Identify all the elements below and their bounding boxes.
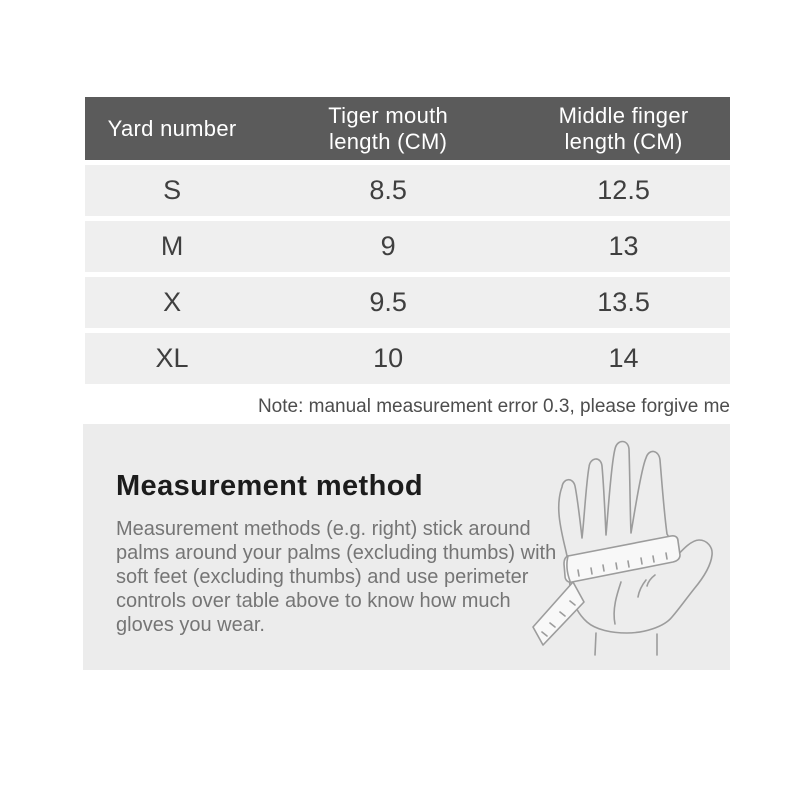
table-row-x: [85, 277, 730, 328]
middle-finger-value: 12.5: [597, 175, 650, 205]
middle-finger-value: 13: [608, 231, 639, 261]
table-row-m: [85, 221, 730, 272]
header-middle-finger-length: Middle finger length (CM): [558, 102, 689, 154]
table-row-s: [85, 165, 730, 216]
size-value: X: [163, 287, 182, 317]
section-title: Measurement method: [116, 470, 423, 502]
size-value: M: [160, 231, 184, 261]
measurement-error-note: Note: manual measurement error 0.3, please forgive me: [257, 396, 730, 417]
tiger-mouth-value: 10: [373, 343, 404, 373]
table-row-xl: [85, 333, 730, 384]
header-tiger-mouth-length: Tiger mouth length (CM): [328, 102, 449, 154]
tiger-mouth-value: 8.5: [369, 175, 407, 205]
size-table: [85, 97, 730, 384]
section-description: Measurement methods (e.g. right) stick around palms around your palms (excluding thumbs) with soft feet (excluding thumbs) and use perimeter controls over table above to know how much gloves you wear.: [116, 518, 557, 636]
header-yard-number: Yard number: [107, 115, 237, 141]
middle-finger-value: 14: [608, 343, 639, 373]
tiger-mouth-value: 9: [380, 231, 396, 261]
size-table-header-row: [85, 97, 730, 160]
middle-finger-value: 13.5: [597, 287, 650, 317]
tiger-mouth-value: 9.5: [369, 287, 407, 317]
measurement-method-section: [83, 424, 730, 670]
size-value: XL: [155, 343, 189, 373]
hand-measure-illustration-icon: [523, 434, 715, 662]
size-value: S: [163, 175, 182, 205]
